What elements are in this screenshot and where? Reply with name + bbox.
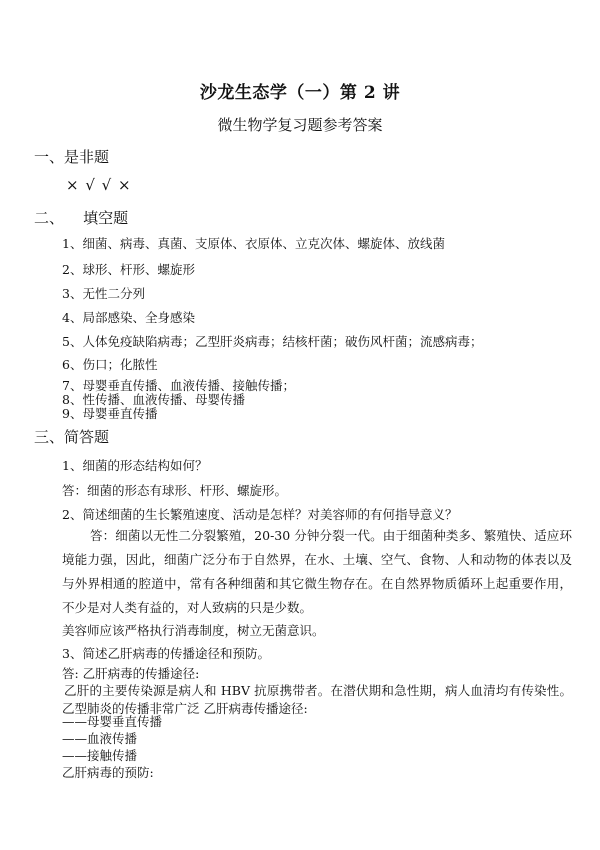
fill-blank-item: 1、细菌、病毒、真菌、支原体、衣原体、立克次体、螺旋体、放线菌 [62,236,445,251]
prevention-heading: 乙肝病毒的预防: [62,765,154,780]
fill-blank-item: 3、无性二分列 [62,286,145,301]
answer-3-heading: 答: 乙肝病毒的传播途径: [62,666,200,681]
question-2: 2、简述细菌的生长繁殖速度、活动是怎样？对美容师的有何指导意义？ [62,507,458,522]
fill-blank-item: 9、母婴垂直传播 [62,406,158,421]
fill-blank-item: 7、母婴垂直传播、血液传播、接触传播； [62,378,295,393]
transmission-route: ——血液传播 [62,731,138,746]
section-heading-short-answer: 三、简答题 [34,428,110,446]
question-1: 1、细菌的形态结构如何？ [62,458,208,473]
transmission-route: ——接触传播 [62,748,138,763]
fill-blank-item: 4、局部感染、全身感染 [62,310,195,325]
section-heading-fill-blank: 二、 填空题 [34,209,129,227]
answer-3-body: 乙肝的主要传染源是病人和 HBV 抗原携带者。在潜伏期和急性期，病人血清均有传染性。乙型肺炎的传播非常广泛 乙肝病毒传播途径: [62,683,572,716]
fill-blank-item: 2、球形、杆形、螺旋形 [62,262,195,277]
true-false-answers: × √ √ × [66,176,132,194]
section-heading-true-false: 一、是非题 [34,148,110,166]
answer-2-guidance: 美容师应该严格执行消毒制度，树立无菌意识。 [62,623,325,638]
answer-1: 答：细菌的形态有球形、杆形、螺旋形。 [62,483,288,498]
fill-blank-item: 5、人体免疫缺陷病毒；乙型肝炎病毒；结核杆菌；破伤风杆菌；流感病毒； [62,334,483,349]
document-title: 沙龙生态学（一）第 2 讲 [199,83,401,103]
document-subtitle: 微生物学复习题参考答案 [217,116,383,134]
fill-blank-item: 8、性传播、血液传播、母婴传播 [62,392,245,407]
fill-blank-item: 6、伤口；化脓性 [62,357,158,372]
question-3: 3、简述乙肝病毒的传播途径和预防。 [62,646,270,661]
transmission-route: ——母婴垂直传播 [62,714,163,729]
answer-2: 答：细菌以无性二分裂繁殖，20-30 分钟分裂一代。由于细菌种类多、繁殖快、适应环境能力强，因此，细菌广泛分布于自然界，在水、土壤、空气、食物、人和动物的体表以及与外界相通的腔道中，常有各种细菌和其它微生物存在。在自然界物质循环上起重要作用，不少是对人类有益的，对人致病的只是少数。 [62,528,572,615]
